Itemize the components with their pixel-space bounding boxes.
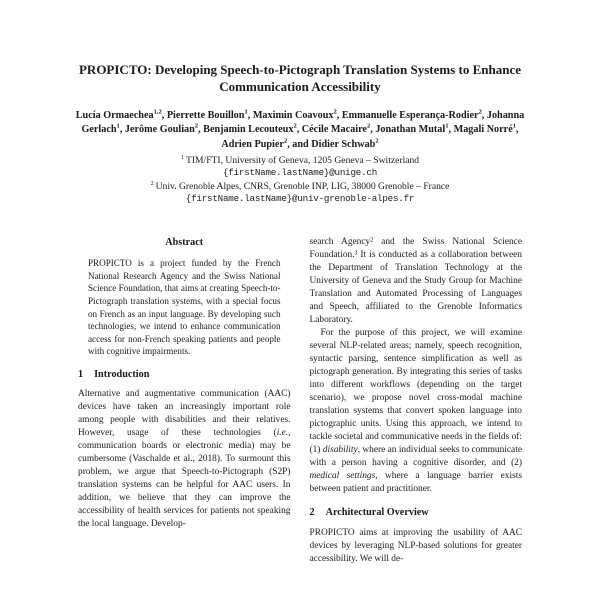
right-column bbox=[310, 236, 523, 565]
author: Magali Norré$^1$, bbox=[453, 122, 519, 136]
section-2-heading bbox=[310, 506, 523, 520]
affiliation-1-text: TIM/FTI, University of Geneva, 1205 Geneva – Switzerland bbox=[185, 155, 420, 167]
paper-title: PROPICTO: Developing Speech-to-Pictograph Translation Systems to Enhance Communication Accessibility bbox=[78, 62, 521, 94]
two-column-body bbox=[78, 236, 522, 565]
affiliation-1-marker: 1 bbox=[180, 155, 184, 162]
section-1-number: 1 bbox=[78, 368, 84, 380]
section-1-title: Introduction bbox=[94, 368, 150, 380]
affiliation-2-email: {firstName.lastName}@univ-grenoble-alpes.fr bbox=[185, 193, 415, 205]
author: Lucía Ormaechea$^{1,2}$, bbox=[75, 108, 167, 121]
affiliation-2 bbox=[78, 180, 522, 193]
left-column bbox=[78, 236, 291, 565]
author-list bbox=[70, 109, 530, 152]
affiliation-2-text: Univ. Grenoble Alpes, CNRS, Grenoble INP, LIG, 38000 Grenoble – France bbox=[155, 181, 450, 193]
author: and Didier Schwab$^2$ bbox=[292, 137, 379, 150]
section-2-title: Architectural Overview bbox=[325, 507, 429, 519]
affiliations-block bbox=[78, 154, 522, 206]
affiliation-1-email: {firstName.lastName}@unige.ch bbox=[222, 167, 378, 179]
author: Pierrette Bouillon$^1$, bbox=[166, 108, 253, 121]
abstract-heading: Abstract bbox=[165, 237, 204, 249]
author: Maximin Coavoux$^2$, bbox=[252, 108, 342, 121]
author: Johanna Gerlach$^1$, bbox=[81, 109, 525, 136]
affiliation-2-marker: 2 bbox=[150, 180, 154, 187]
intro-paragraph: Alternative and augmentative communication (AAC) devices have taken an increasingly important role among people with disabilities and their relatives. However, usage of these technologies (i.e., communication boards or electronic media) may be cumbersome (Vaschalde et al., 2018). To surmount this problem, we argue that Speech-to-Pictograph (S2P) translation systems can be helpful for AAC users. In addition, we believe that they can improve the accessibility of health services for patients not speaking the local language. Develop- bbox=[78, 389, 291, 530]
author: Cécile Macaire$^2$, bbox=[301, 122, 376, 136]
abstract-text: PROPICTO is a project funded by the French National Research Agency and the Swiss National Science Foundation, that aims at creating Speech-to-Pictograph translation systems, with a special focus on French as an input language. By developing such technologies, we intend to enhance communication access for non-French speaking patients and people with cognitive impairments. bbox=[88, 258, 281, 357]
right-paragraph-2: For the purpose of this project, we will examine several NLP-related areas; namely, speech recognition, syntactic parsing, sentence simplification as well as pictograph generation. By integrating this series of tasks into different workflows (depending on the target scenario), we propose novel cross-modal machine translation systems that convert spoken language into pictographic units. Using this approach, we intend to tackle societal and communicative needs in the fields of: (1) disability, where an individual seeks to communicate with a person having a cognitive disorder, and (2) medical settings, where a language barrier exists between patient and practitioner. bbox=[309, 328, 522, 495]
right-paragraph-1: search Agency² and the Swiss National Science Foundation.³ It is conducted as a collaboration between the Department of Translation Technology at the University of Geneva and the Study Group for Machine Translation and Automated Processing of Languages and Speech, affiliated to the Grenoble Informatics Laboratory. bbox=[309, 237, 522, 326]
right-paragraph-3: PROPICTO aims at improving the usability of AAC devices by leveraging NLP-based solutions for greater accessibility. We will de- bbox=[309, 527, 522, 564]
affiliation-1 bbox=[78, 154, 522, 167]
author: Benjamin Lecouteux$^2$, bbox=[203, 122, 302, 136]
author: Jerôme Goulian$^2$, bbox=[124, 122, 204, 136]
author: Emmanuelle Esperança-Rodier$^2$, bbox=[341, 108, 487, 121]
author: Jonathan Mutal$^1$, bbox=[375, 122, 454, 136]
author: Adrien Pupier$^2$, bbox=[221, 137, 293, 150]
section-1-heading bbox=[78, 368, 291, 382]
section-2-number: 2 bbox=[309, 507, 315, 519]
